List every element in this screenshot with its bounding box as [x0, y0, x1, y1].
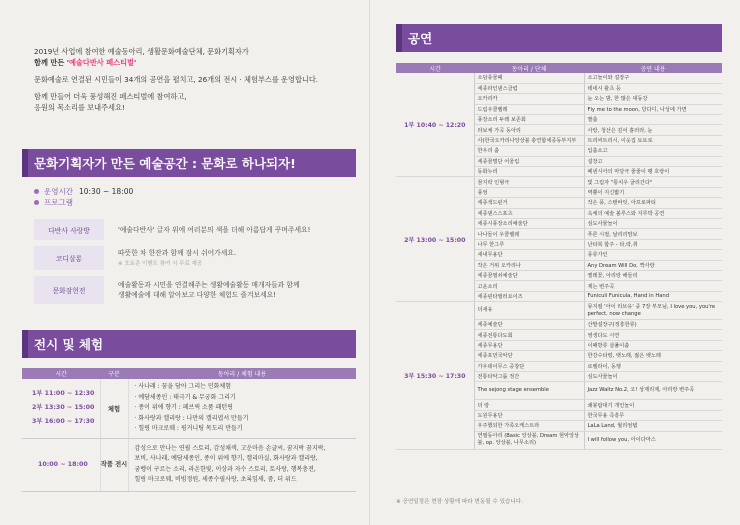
performance-content: 제는 변주곡 [584, 281, 722, 291]
program-row [34, 219, 356, 240]
performance-content: 한국무용 즉흥무 [584, 410, 722, 420]
team-name: 사)한국오카리나앙상블 충연합세종동부지부 [474, 135, 584, 145]
team-name: 세종무용단 [474, 340, 584, 350]
team-name: 세종댄스스포츠 [474, 208, 584, 218]
schedule-note: ※ 공연일정은 현장 상황에 따라 변동될 수 있습니다. [396, 499, 523, 505]
table-row [396, 302, 722, 320]
perf-header-team: 동아리 / 단체 [474, 63, 584, 73]
intro-line3: 문화예술로 연결된 시민들이 34개의 공연을 펼치고, 26개의 전시 · 체험부스를 운영합니다. [34, 75, 319, 84]
exhibit-times: 1부 11:00 ~ 12:30 2부 13:30 ~ 15:00 3부 16:00 ~ 17:30 [22, 379, 100, 438]
team-name: 연필동아리 (Basic 앙상블, Dream 현악앙상블, op. 앙상블, 나무소리) [474, 431, 584, 449]
performance-banner [396, 24, 722, 52]
team-name: 가우데이무스 중창단 [474, 361, 584, 371]
team-name: 풍장소리 두레 보존회 [474, 115, 584, 125]
team-name: 오카리카 [474, 94, 584, 104]
intro-line4: 함께 만들어 더욱 풍성해진 페스티벌에 참여하고, [34, 92, 187, 101]
performance-table [396, 63, 722, 450]
team-name: 세종색드펀거 [474, 198, 584, 208]
performance-content: Fly me to the moon, 당다디, 나성에 가면 [584, 104, 722, 114]
team-name: 세종포먼국악단 [474, 351, 584, 361]
exhibit-header-category: 구분 [100, 368, 128, 379]
planner-bullets [34, 186, 133, 208]
table-row [22, 379, 356, 438]
team-name: 세종꿈필쇠예술단 [474, 270, 584, 280]
program-name: 코디살롱 [34, 246, 104, 270]
intro-line1: 2019년 사업에 참여한 예술동아리, 생활문화예술단체, 문화기획자가 [34, 47, 249, 56]
performance-content: 트리씨트리시, 이웃집 토토로 [584, 135, 722, 145]
team-name: 우주했되한 가족오케스트라 [474, 421, 584, 431]
performance-content: Funiculi Funicula, Hand in Hand [584, 291, 722, 301]
performance-content: 이패방류 살풀이춤 [584, 340, 722, 350]
planner-banner [22, 149, 356, 177]
team-name: 세종전통다도회 [474, 330, 584, 340]
bullet-icon [34, 189, 39, 194]
exhibit-header-time: 시간 [22, 368, 100, 379]
time-value: 10:30 ~ 18:00 [78, 187, 134, 196]
performance-content: 입춤소고 [584, 146, 722, 156]
performance-content: 빛 그림자 "통치우 굴리간다" [584, 177, 722, 187]
table-row [22, 438, 356, 491]
team-name: 새내무용단 [474, 250, 584, 260]
team-name: 세종라인댄스클럽 [474, 83, 584, 93]
team-name: 소담풍물패 [474, 73, 584, 83]
team-name: 세종핀타필러요이즈 [474, 291, 584, 301]
team-name: The sejong stage ensemble [474, 382, 584, 400]
festival-name: 예술다반사 페스티벌 [68, 58, 134, 67]
performance-content: 푸른 시절, 날리리맘보 [584, 229, 722, 239]
performance-content: 작은 풍, 스탠바잇, 아프로파티 [584, 198, 722, 208]
performance-content: 뮤지컬 '아이 러브유' 중 7장 부모님, I love you, you're perfect, now change [584, 302, 722, 320]
performance-content: 소고놀이와 설장구 [584, 73, 722, 83]
table-row [396, 177, 722, 187]
team-name: 도원무용단 [474, 410, 584, 420]
planner-title: 문화기획자가 만든 예술공간 : 문화로 하나되자! [34, 156, 296, 171]
team-name: 더새유 [474, 302, 584, 320]
exhibit-banner [22, 330, 356, 358]
performance-content: 찔레꽃, 아리랑 해들리 [584, 270, 722, 280]
team-name: 고운소리 [474, 281, 584, 291]
team-name: 세종시풍장소리예술단 [474, 218, 584, 228]
performance-content: 사랑, 청산은 깊어 흘러라, 눈 [584, 125, 722, 135]
team-name: 한우리 춤 [474, 146, 584, 156]
performance-content: LaLa Land, 월리엄템 [584, 421, 722, 431]
program-desc: 예술활동과 시민을 연결해주는 생활예술활동 매개자들과 함께 생활예술에 대해 알아보고 다양한 체험도 즐겨보세요! [118, 281, 300, 299]
performance-content: 한강수타령, 뱃노래, 젊은 뱃노래 [584, 351, 722, 361]
exhibit-title: 전시 및 체험 [34, 337, 104, 352]
team-name: 드림우쿨렐레 [474, 104, 584, 114]
performance-content: 심도사물놀이 [584, 218, 722, 228]
performance-content: 테네시 왈츠 등 [584, 83, 722, 93]
time-label: 운영시간 [44, 187, 73, 196]
intro-line5: 응원의 목소리를 보내주세요! [34, 103, 125, 112]
performance-content: 설장고 [584, 156, 722, 166]
program-desc: 따뜻한 차 한잔과 함께 잠시 쉬어가세요. ※ 포토존 이벤트 참여 시 무료 제공 [118, 248, 237, 267]
performance-content: 로렐라이, 동행 [584, 361, 722, 371]
team-name: 꿈지락 인형극 [474, 177, 584, 187]
team-name: 더 랑 [474, 400, 584, 410]
program-label: 프로그램 [44, 198, 73, 207]
session-time: 1부 10:40 ~ 12:20 [396, 73, 474, 177]
performance-content: 심도사물놀이 [584, 372, 722, 382]
performance-content: 쇄봉탑대기 개인놀이 [584, 400, 722, 410]
team-name: 세종꿈벌단 어울림 [474, 156, 584, 166]
intro-line2: 함께 만든 '예술다반사 페스티벌' [34, 58, 137, 67]
program-name: 다반사 사랑방 [34, 219, 104, 240]
exhibit-content: · 사나래 : 꿈을 담아 그리는 민화체험 · 예담세종인 : 태극기 & 무궁화 그리기 · 종이 위에 향기 : 페브릭 소품 패턴링 · 화사랑과 캘리랑 : 나만의 캘리엽서 만들기 · 힐링 마크로웨 : 핑거니팅 목도리 만들기 [128, 379, 356, 438]
performance-content: I will follow you, 아이다마스 [584, 431, 722, 449]
team-name: 전통타악그룹 정간 [474, 372, 584, 382]
program-desc: '예술다반사' 글자 위에 여러분의 색을 더해 아름답게 꾸며주세요! [118, 225, 311, 234]
exhibit-content: 감성으로 만나는 연필 스토리, 감성채색, 고운마음 손글씨, 꿈지락 꿈지락, 보비, 사나래, 예담세종인, 종이 위에 향기, 캘리마실, 화사랑과 캘리랑, 굼벵이 구르는 소리, 라온한빛, 이상과 자수 스토리, 토사랑, 행복충전, 힐링 마크로웨, 비빔정원, 세종수필사랑, 초록잎새, 줌, 더 위드 [128, 438, 356, 491]
performance-content: 역뿔이 지신밟기 [584, 187, 722, 197]
team-name: 작은 거위 오카리나 [474, 260, 584, 270]
performance-content: 난타북 합주 - 타,락,취 [584, 239, 722, 249]
program-row [34, 246, 356, 270]
exhibit-category: 작품 전시 [100, 438, 128, 491]
table-row [396, 73, 722, 83]
perf-header-time: 시간 [396, 63, 474, 73]
program-row [34, 276, 356, 304]
perf-header-content: 공연 내용 [584, 63, 722, 73]
program-name: 문화잠현전 [34, 276, 104, 304]
exhibit-times: 10:00 ~ 18:00 [22, 438, 100, 491]
team-name: 세종예술단 [474, 320, 584, 330]
performance-content: 눈 오는 밤, 한 많은 대동강 [584, 94, 722, 104]
team-name: 라보체 가곡 동아리 [474, 125, 584, 135]
team-name: 나나들이 우쿨렐레 [474, 229, 584, 239]
right-page [370, 0, 740, 525]
session-time: 3부 15:30 ~ 17:30 [396, 302, 474, 450]
exhibit-category: 체험 [100, 379, 128, 438]
performance-title: 공연 [408, 31, 433, 46]
performance-content: 영생다도 시연 [584, 330, 722, 340]
session-time: 2부 13:00 ~ 15:00 [396, 177, 474, 302]
exhibit-header-content: 동아리 / 체험 내용 [128, 368, 356, 379]
team-name: 풍엉 [474, 187, 584, 197]
intro-text [34, 46, 354, 119]
performance-content: 짤춤 [584, 115, 722, 125]
performance-content: 풍류가인 [584, 250, 722, 260]
exhibit-table [22, 368, 356, 492]
performance-content: 페넨시아의 마당극 줄줄이 팽 호랑이 [584, 167, 722, 177]
performance-content: 산발설장구(정흥한류) [584, 320, 722, 330]
team-name: 나무 한그루 [474, 239, 584, 249]
team-name: 동화누리 [474, 167, 584, 177]
program-note: ※ 포토존 이벤트 참여 시 무료 제공 [118, 260, 203, 267]
performance-content: Any Dream Will Do, 짝사랑 [584, 260, 722, 270]
performance-content: Jazz Waltz No.2, 오! 상제리제, 아리랑 변주곡 [584, 382, 722, 400]
bullet-icon [34, 200, 39, 205]
performance-content: 옥체의 예술 볼루스와 지루박 공연 [584, 208, 722, 218]
